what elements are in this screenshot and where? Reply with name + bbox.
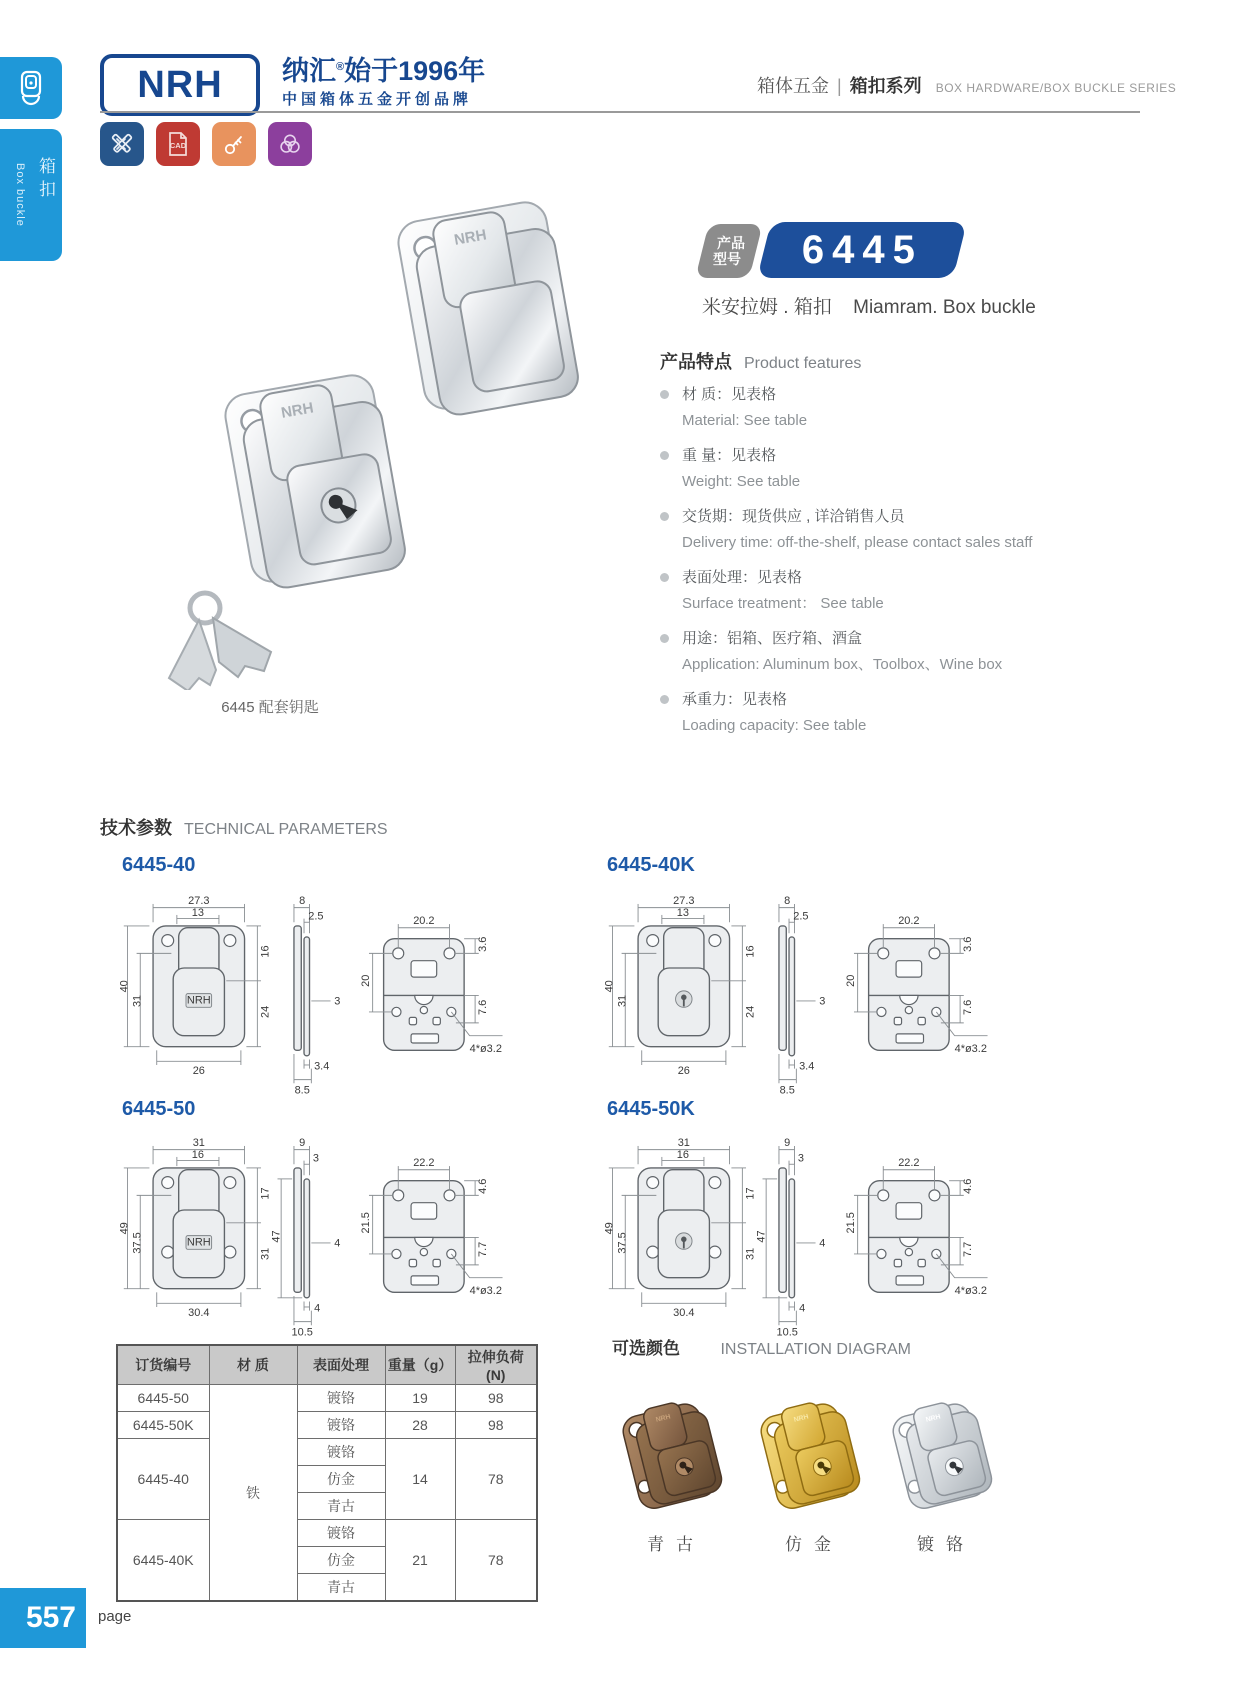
color-label-bronze: 青古 xyxy=(647,1535,705,1554)
dim-label: 37.5 xyxy=(616,1232,629,1254)
cell-weight: 21 xyxy=(385,1520,455,1602)
toolbar-icons xyxy=(100,122,312,166)
cad-label: CAD xyxy=(169,141,187,150)
dim-label: 16 xyxy=(259,945,272,958)
model-number: 6445 xyxy=(801,227,923,272)
col-header-finish: 表面处理 xyxy=(297,1345,385,1385)
product-photo xyxy=(110,180,650,690)
dim-label: 31 xyxy=(677,1136,690,1149)
dim-label: 20 xyxy=(359,974,372,987)
dim-label: 3 xyxy=(334,995,341,1008)
cell-model: 6445-40K xyxy=(117,1520,209,1602)
dim-label: 4*ø3.2 xyxy=(954,1043,987,1056)
dim-label: 24 xyxy=(259,1005,272,1019)
dim-label: 31 xyxy=(192,1136,205,1149)
cad-file-icon xyxy=(156,122,200,166)
dim-label: 4*ø3.2 xyxy=(469,1285,502,1298)
colors-title: 可选颜色 INSTALLATION DIAGRAM xyxy=(612,1339,911,1358)
cell-material: 铁 xyxy=(209,1385,297,1602)
dim-label: 8.5 xyxy=(294,1084,310,1097)
col-header-load: 拉伸负荷 (N) xyxy=(455,1345,537,1385)
sidebar-tab-label-en: Box buckle xyxy=(14,163,26,227)
table-header-row xyxy=(117,1345,537,1385)
dim-label: 31 xyxy=(131,994,144,1008)
dim-label: 40 xyxy=(603,980,616,993)
col-header-weight: 重量（g） xyxy=(385,1345,455,1385)
dim-label: 7.7 xyxy=(962,1241,975,1257)
breadcrumb-series-en: BOX HARDWARE/BOX BUCKLE SERIES xyxy=(935,81,1177,95)
nrh-logo xyxy=(100,54,260,116)
bullet-icon xyxy=(660,573,669,582)
product-subtitle xyxy=(702,292,1036,319)
tech-panel-title-6445-40K: 6445-40K xyxy=(607,854,695,876)
dim-label: 3 xyxy=(797,1152,804,1165)
photo-keys xyxy=(169,593,271,690)
color-options-icon xyxy=(268,122,312,166)
sidebar-tab-icon xyxy=(0,57,62,119)
photo-caption: 6445 配套钥匙 xyxy=(221,699,319,716)
dim-label: 10.5 xyxy=(776,1326,798,1339)
dim-label: 22.2 xyxy=(898,1157,920,1170)
sidebar-tab-box-buckle xyxy=(0,129,62,261)
tech-drawing-6445-50 xyxy=(100,1124,550,1339)
dim-label: 16 xyxy=(191,1148,204,1161)
dim-label: 4.6 xyxy=(962,1178,975,1194)
dim-label: 9 xyxy=(299,1136,306,1149)
table-row xyxy=(117,1520,537,1547)
bullet-icon xyxy=(660,512,669,521)
sidebar-tab-label-cn: 箱扣 xyxy=(36,157,55,203)
cell-finish: 仿金 xyxy=(297,1547,385,1574)
cell-finish: 镀铬 xyxy=(297,1520,385,1547)
dim-label: 10.5 xyxy=(291,1326,313,1339)
svg-text:NRH: NRH xyxy=(925,1413,942,1424)
dim-label: 49 xyxy=(118,1222,131,1235)
dim-label: 7.6 xyxy=(477,999,490,1015)
col-header-model: 订货编号 xyxy=(117,1345,209,1385)
feature-item: 交货期：现货供应 , 详洽销售人员 Delivery time: off-the-shelf, please contact sales staff xyxy=(660,504,1140,556)
tech-drawing-6445-40 xyxy=(100,882,550,1097)
brand-title xyxy=(282,52,485,109)
feature-item: 材 质：见表格 Material: See table xyxy=(660,382,1140,434)
dim-label: 49 xyxy=(603,1222,616,1235)
dim-label: 4*ø3.2 xyxy=(469,1043,502,1056)
bullet-icon xyxy=(660,451,669,460)
cell-load: 78 xyxy=(455,1520,537,1602)
key-icon xyxy=(212,122,256,166)
features-list xyxy=(660,382,1140,748)
dim-label: 3.6 xyxy=(477,936,490,952)
nrh-logo-text: NRH xyxy=(137,63,223,106)
dim-label: 20.2 xyxy=(898,915,920,928)
bullet-icon xyxy=(660,695,669,704)
dim-label: 8.5 xyxy=(779,1084,795,1097)
design-tools-icon xyxy=(100,122,144,166)
product-subtitle-en: Miamram. Box buckle xyxy=(853,297,1036,318)
dim-label: 13 xyxy=(191,906,204,919)
cell-model: 6445-50K xyxy=(117,1412,209,1439)
bullet-icon xyxy=(660,634,669,643)
cell-load: 98 xyxy=(455,1412,537,1439)
model-badge xyxy=(757,222,967,278)
cell-load: 98 xyxy=(455,1385,537,1412)
brand-title-line1: 纳汇®始于1996年 xyxy=(282,56,486,86)
dim-label: 8 xyxy=(299,894,306,907)
product-subtitle-cn: 米安拉姆 . 箱扣 xyxy=(702,297,832,318)
dim-label: 31 xyxy=(616,994,629,1008)
photo-buckle-front xyxy=(222,371,408,593)
dim-label: 40 xyxy=(118,980,131,993)
feature-item: 表面处理：见表格 Surface treatment： See table xyxy=(660,565,1140,617)
dim-label: 8 xyxy=(784,894,791,907)
dim-label: 4*ø3.2 xyxy=(954,1285,987,1298)
feature-item: 重 量：见表格 Weight: See table xyxy=(660,443,1140,495)
model-badge-label: 产品 型号 xyxy=(695,224,762,278)
color-label-gold: 仿金 xyxy=(785,1535,843,1554)
breadcrumb-series: 箱扣系列 xyxy=(849,76,922,96)
dim-label: 3.4 xyxy=(314,1060,330,1073)
dim-label: 3 xyxy=(819,995,826,1008)
cell-weight: 14 xyxy=(385,1439,455,1520)
svg-text:NRH: NRH xyxy=(186,1236,211,1249)
dim-label: 47 xyxy=(755,1230,768,1243)
breadcrumb-separator: | xyxy=(837,76,842,96)
tech-drawing-6445-50K xyxy=(585,1124,1035,1339)
dim-label: 16 xyxy=(676,1148,689,1161)
cell-load: 78 xyxy=(455,1439,537,1520)
dim-label: 20 xyxy=(844,974,857,987)
cell-weight: 19 xyxy=(385,1385,455,1412)
dim-label: 7.7 xyxy=(477,1241,490,1257)
tech-panel-title-6445-40: 6445-40 xyxy=(122,854,196,876)
cell-finish: 青古 xyxy=(297,1574,385,1602)
dim-label: 20.2 xyxy=(413,915,435,928)
dim-label: 27.3 xyxy=(673,894,695,907)
color-swatch-gold xyxy=(744,1392,872,1522)
dim-label: 4.6 xyxy=(477,1178,490,1194)
dim-label: 3.6 xyxy=(962,936,975,952)
dim-label: 26 xyxy=(677,1065,690,1078)
page-number: 557 xyxy=(25,1601,76,1634)
color-swatch-chrome xyxy=(876,1392,1004,1522)
dim-label: 21.5 xyxy=(359,1212,372,1234)
cell-model: 6445-40 xyxy=(117,1439,209,1520)
svg-text:NRH: NRH xyxy=(655,1413,672,1424)
dim-label: 31 xyxy=(744,1247,757,1261)
dim-label: 24 xyxy=(744,1005,757,1019)
tech-drawing-6445-40K xyxy=(585,882,1035,1097)
col-header-material: 材 质 xyxy=(209,1345,297,1385)
brand-title-line2: 中国箱体五金开创品牌 xyxy=(282,91,473,108)
dim-label: 2.5 xyxy=(793,910,809,923)
dim-label: 17 xyxy=(744,1187,757,1200)
svg-text:NRH: NRH xyxy=(793,1413,810,1424)
series-breadcrumb xyxy=(757,72,1176,98)
page-number-box xyxy=(0,1588,86,1648)
dim-label: 3.4 xyxy=(799,1060,815,1073)
dim-label: 16 xyxy=(744,945,757,958)
cell-finish: 镀铬 xyxy=(297,1439,385,1466)
svg-text:NRH: NRH xyxy=(186,994,211,1007)
tech-panel-title-6445-50: 6445-50 xyxy=(122,1098,196,1120)
dim-label: 4 xyxy=(314,1302,321,1315)
cell-finish: 镀铬 xyxy=(297,1385,385,1412)
dim-label: 4 xyxy=(799,1302,806,1315)
cell-finish: 镀铬 xyxy=(297,1412,385,1439)
dim-label: 17 xyxy=(259,1187,272,1200)
color-swatch-bronze xyxy=(606,1392,734,1522)
table-row xyxy=(117,1385,537,1412)
cell-weight: 28 xyxy=(385,1412,455,1439)
breadcrumb-category: 箱体五金 xyxy=(757,76,829,96)
tech-title: 技术参数 TECHNICAL PARAMETERS xyxy=(100,818,388,838)
features-title: 产品特点 Product features xyxy=(660,352,862,372)
registered-mark: ® xyxy=(336,61,345,73)
emboss-nrh: NRH xyxy=(279,399,315,422)
cell-finish: 青古 xyxy=(297,1493,385,1520)
dim-label: 30.4 xyxy=(188,1307,210,1320)
table-row xyxy=(117,1439,537,1466)
dim-label: 30.4 xyxy=(673,1307,695,1320)
bullet-icon xyxy=(660,390,669,399)
tech-panel-title-6445-50K: 6445-50K xyxy=(607,1098,695,1120)
dim-label: 47 xyxy=(270,1230,283,1243)
feature-item: 用途：铝箱、医疗箱、酒盒 Application: Aluminum box、Toolbox、Wine box xyxy=(660,626,1140,678)
emboss-nrh: NRH xyxy=(452,226,488,249)
dim-label: 9 xyxy=(784,1136,791,1149)
feature-item: 承重力：见表格 Loading capacity: See table xyxy=(660,687,1140,739)
dim-label: 2.5 xyxy=(308,910,324,923)
dim-label: 22.2 xyxy=(413,1157,435,1170)
color-label-chrome: 镀铬 xyxy=(917,1535,975,1554)
cell-finish: 仿金 xyxy=(297,1466,385,1493)
dim-label: 31 xyxy=(259,1247,272,1261)
dim-label: 13 xyxy=(676,906,689,919)
dim-label: 37.5 xyxy=(131,1232,144,1254)
dim-label: 4 xyxy=(819,1237,826,1250)
dim-label: 27.3 xyxy=(188,894,210,907)
box-buckle-icon xyxy=(15,70,47,106)
header-divider xyxy=(100,111,1140,113)
cell-model: 6445-50 xyxy=(117,1385,209,1412)
photo-buckle-back xyxy=(395,198,581,420)
order-table xyxy=(116,1344,538,1602)
dim-label: 4 xyxy=(334,1237,341,1250)
dim-label: 26 xyxy=(192,1065,205,1078)
dim-label: 21.5 xyxy=(844,1212,857,1234)
dim-label: 7.6 xyxy=(962,999,975,1015)
page-label: page xyxy=(98,1608,132,1625)
dim-label: 3 xyxy=(312,1152,319,1165)
table-row xyxy=(117,1412,537,1439)
